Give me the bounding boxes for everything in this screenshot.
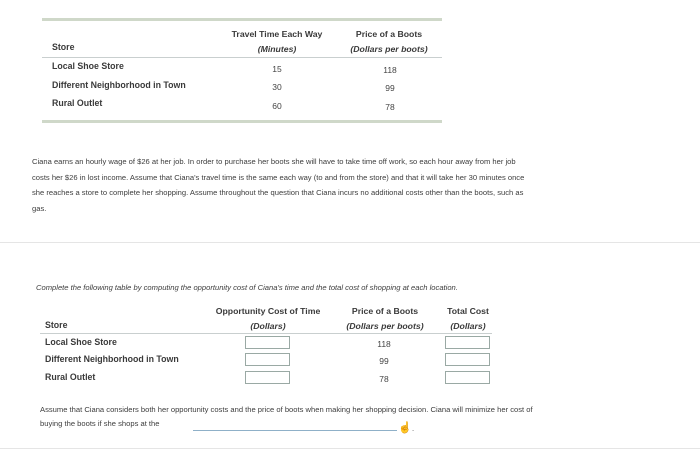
table2-header-store: Store xyxy=(45,320,68,330)
table2-store-name: Different Neighborhood in Town xyxy=(45,354,179,364)
total-cost-input-local[interactable] xyxy=(445,336,490,349)
table2-header-rule xyxy=(40,333,492,334)
table1-header-time: Travel Time Each Way (Minutes) xyxy=(231,29,323,54)
table2-store-name: Local Shoe Store xyxy=(45,337,117,347)
table1-header-store: Store xyxy=(52,42,75,52)
table1-header-price: Price of a Boots (Dollars per boots) xyxy=(350,29,428,54)
table1-travel-time: 60 xyxy=(272,101,282,111)
table1-bottom-rule xyxy=(42,120,442,123)
table1-travel-time: 15 xyxy=(272,64,282,74)
description-line: she reaches a store to complete her shopping. Assume throughout the question that Ciana incurs no additional costs other than the boots, such as xyxy=(32,188,524,197)
description-line: gas. xyxy=(32,203,47,213)
table1-price: 99 xyxy=(385,83,395,93)
store-choice-dropdown[interactable] xyxy=(193,430,397,431)
section-divider xyxy=(0,242,700,243)
table1-price: 118 xyxy=(383,65,397,75)
conclusion-text xyxy=(40,403,680,431)
conclusion-line xyxy=(40,417,680,431)
conclusion-line: Assume that Ciana considers both her opportunity costs and the price of boots when making her shopping decision. Ciana will minimize her cost of xyxy=(40,405,533,414)
table2-price: 78 xyxy=(379,374,389,384)
description-line: Ciana earns an hourly wage of $26 at her job. In order to purchase her boots she will have to take time off work, so each hour away from her job xyxy=(32,157,516,166)
table2-store-name: Rural Outlet xyxy=(45,372,96,382)
table2-price: 99 xyxy=(379,356,389,366)
problem-description xyxy=(32,154,672,216)
table2-header-price: Price of a Boots (Dollars per boots) xyxy=(346,306,424,331)
instruction-text: Complete the following table by computing the opportunity cost of Ciana's time and the total cost of shopping at each location. xyxy=(36,283,458,292)
description-line: costs her $26 in lost income. Assume that Ciana's travel time is the same each way (to and from the store) and that it will take her 30 minutes once xyxy=(32,172,525,182)
table2-header-opportunity: Opportunity Cost of Time (Dollars) xyxy=(215,306,321,331)
bottom-divider xyxy=(0,448,700,449)
total-cost-input-neighborhood[interactable] xyxy=(445,353,490,366)
opportunity-cost-input-rural[interactable] xyxy=(245,371,290,384)
conclusion-prefix: buying the boots if she shops at the xyxy=(40,419,160,428)
table1-top-rule xyxy=(42,18,442,21)
opportunity-cost-input-neighborhood[interactable] xyxy=(245,353,290,366)
table1-price: 78 xyxy=(385,102,395,112)
table1-header-rule xyxy=(42,57,442,58)
hand-cursor-icon: ☝ xyxy=(398,422,412,434)
opportunity-cost-input-local[interactable] xyxy=(245,336,290,349)
table1-store-name: Local Shoe Store xyxy=(52,61,124,71)
table1-travel-time: 30 xyxy=(272,82,282,92)
sentence-period: . xyxy=(412,424,415,433)
table1-store-name: Rural Outlet xyxy=(52,98,103,108)
table2-price: 118 xyxy=(377,339,391,349)
table2-header-total: Total Cost (Dollars) xyxy=(447,306,489,331)
table1-store-name: Different Neighborhood in Town xyxy=(52,80,186,90)
total-cost-input-rural[interactable] xyxy=(445,371,490,384)
